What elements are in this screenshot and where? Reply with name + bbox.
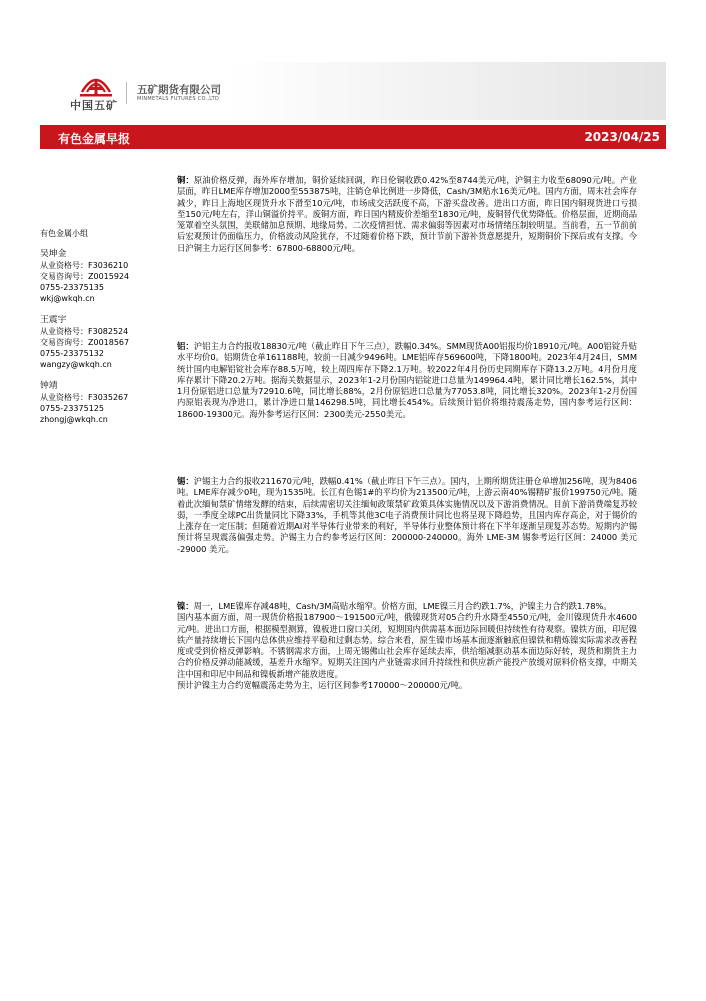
analyst-email: zhongj@wkqh.cn xyxy=(40,415,108,424)
aluminium-tag: 铝： xyxy=(177,341,194,351)
analyst-card xyxy=(40,249,180,304)
nickel-body: 国内基本面方面，周一现货价格报187900～191500元/吨，俄镍现货对05合约升水降至4550元/吨，金川镍现货升水4600元/吨。进出口方面，根据模型测算，镍板进口窗口关闭，短期国内供需基本面边际回暖但持续性有待观察。镍铁方面，印尼镍铁产量持续增长下国内总体供应维持平稳和过剩态势。综合来看，原生镍市场基本面逐渐触底但镍铁和精炼镍实际需求改善程度或受到价格反弹影响。不锈钢需求方面，上周无锡佛山社会库存延续去库，供给缩减驱动基本面边际好转，现货和期货主力合约价格反弹动能减缓，基差升水缩窄。短期关注国内产业链需求回升持续性和供应新产能投产放缓对原料价格支撑，中期关注中国和印尼中间品和镍板新增产能放进度。 xyxy=(177,612,637,679)
nickel-tag: 镍： xyxy=(177,601,194,611)
analyst-qualification: 从业资格号：F3036210 xyxy=(40,261,129,270)
nickel-forecast: 预计沪镍主力合约宽幅震荡走势为主，运行区间参考170000～200000元/吨。 xyxy=(177,679,468,690)
analyst-trade-number: 交易咨询号：Z0018567 xyxy=(40,338,130,347)
analyst-qualification: 从业资格号：F3082524 xyxy=(40,327,129,336)
minmetals-logo-icon xyxy=(78,72,114,98)
logo-text: 中国五矿 xyxy=(70,99,118,112)
analyst-email: wangzy@wkqh.cn xyxy=(40,360,112,369)
analyst-phone: 0755-23375125 xyxy=(40,404,104,413)
analyst-trade-number: 交易咨询号：Z0015924 xyxy=(40,272,130,281)
report-title: 有色金属早报 xyxy=(58,132,131,146)
analyst-card xyxy=(40,315,180,370)
analyst-sidebar xyxy=(40,228,180,436)
analyst-card xyxy=(40,381,180,425)
copper-section xyxy=(177,175,637,254)
copper-text: 原油价格反弹，海外库存增加，铜价延续回调，昨日伦铜收跌0.42%至8744美元/吨，沪铜主力收至68090元/吨。产业层面，昨日LME库存增加2000至553875吨，注销仓单比例进一步降低，Cash/3M贴水16美元/吨。国内方面，周末社会库存减少，昨日上海地区现货升水下滑至10元/吨，市场成交活跃度不高，下游买盘改善。进出口方面，昨日国内铜现货进口亏损至150元/吨左右，洋山铜溢价持平。废铜方面，昨日国内精废价差缩至1830元/吨，废铜替代优势降低。价格层面，近期商品笼罩着空头氛围，美联储加息预期、地缘局势、二次疫情担忧、需求偏弱等因素对市场情绪压制较明显。当前看，五一节前前后宏观预计仍面临压力，价格波动风险犹存，不过随着价格下跌，预计节前下游补货意愿提升，短期铜价下探后或有支撑。今日沪铜主力运行区间参考：67800-68800元/吨。 xyxy=(177,175,637,253)
tin-paragraph xyxy=(177,476,637,555)
company-name: 五矿期货有限公司 xyxy=(137,84,221,96)
nickel-section xyxy=(177,601,637,691)
copper-paragraph xyxy=(177,175,637,254)
copper-tag: 铜： xyxy=(177,175,194,185)
logo-divider xyxy=(126,82,127,104)
header-banner xyxy=(40,62,666,120)
nickel-lead-paragraph xyxy=(177,601,637,612)
analyst-phone: 0755-23375135 xyxy=(40,283,104,292)
aluminium-text: 沪铝主力合约报收18830元/吨（截止昨日下午三点），跌幅0.34%。SMM现货A00铝报均价18910元/吨。A00铝锭升贴水平均价0。铝期货仓单161188吨，较前一日减少9496吨。LME铝库存569600吨，下降1800吨。2023年4月24日，SMM统计国内电解铝锭社会库存88.5万吨，较上周四库存下降2.1万吨。较2022年4月份历史同期库存下降13.2万吨。4月份月度库存累计下降20.2万吨。据海关数据显示，2023年1-2月份国内铝锭进口总量为149964.4吨，累计同比增长162.5%，其中1月份原铝进口总量为72910.6吨，同比增长88%，2月份原铝进口总量为77053.8吨，同比增长320%。2023年1-2月份国内原铝表现为净进口，累计净进口量146298.5吨，同比增长454%。后续预计铝价将维持震荡走势，国内参考运行区间：18600-19300元。海外参考运行区间：2300美元-2550美元。 xyxy=(177,341,637,419)
analyst-name: 王震宇 xyxy=(40,315,67,325)
report-date: 2023/04/25 xyxy=(584,130,660,144)
aluminium-section xyxy=(177,341,637,420)
tin-section xyxy=(177,476,637,555)
group-title: 有色金属小组 xyxy=(40,229,88,238)
tin-text: 沪锡主力合约报收211670元/吨，跌幅0.41%（截止昨日下午三点）。国内，上期所期货注册仓单增加256吨，现为8406吨。LME库存减少0吨，现为1535吨。长江有色锡1#的平均价为213500元/吨，上游云南40%锡精矿报价199750元/吨。随着此次缅甸禁矿情绪发酵的结束，后续需密切关注缅甸政策禁矿政策具体实施情况以及下游消费情况。目前下游消费端复苏较弱，一季度全球PC出货量同比下降33%，手机等其他3C电子消费预计同比也将呈现下降趋势，且国内库存高企，对于锡价的上涨存在一定压制；但随着近期AI对半导体行业带来的利好，半导体行业整体预计将在下半年逐渐呈现复苏态势。短期内沪锡预计将呈现震荡偏强走势。沪锡主力合约参考运行区间：200000-240000。海外 LME-3M 锡参考运行区间：24000 美元 -29000 美元。 xyxy=(177,476,637,554)
analyst-phone: 0755-23375132 xyxy=(40,349,104,358)
analyst-name: 吴坤金 xyxy=(40,249,67,259)
nickel-lead: 周一，LME镍库存减48吨，Cash/3M高贴水缩窄。价格方面，LME镍三月合约跌1.7%，沪镍主力合约跌1.78%。 xyxy=(193,601,612,611)
company-name-en: MINMETALS FUTURES CO.,LTD xyxy=(137,96,220,102)
tin-tag: 锡： xyxy=(177,476,194,486)
analyst-name: 钟靖 xyxy=(40,381,58,391)
report-title-bar xyxy=(40,125,666,149)
aluminium-paragraph xyxy=(177,341,637,420)
analyst-qualification: 从业资格号：F3035267 xyxy=(40,393,129,402)
analyst-email: wkj@wkqh.cn xyxy=(40,294,95,303)
